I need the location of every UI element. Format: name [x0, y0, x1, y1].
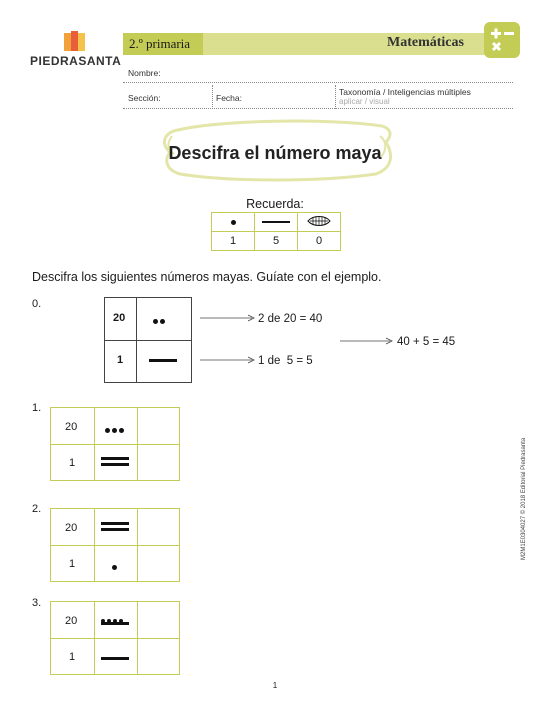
page-number: 1 [272, 681, 278, 690]
maya-dots-icon [104, 422, 125, 440]
step-one-text: 2 de 20 = 40 [258, 313, 323, 325]
maya-bar-icon [101, 528, 129, 531]
answer-area[interactable] [138, 602, 179, 674]
level-label: 20 [65, 522, 78, 534]
name-label: Nombre: [128, 68, 161, 78]
instruction-text: Descifra los siguientes números mayas. Guíate con el ejemplo. [32, 270, 382, 284]
level-label: 20 [65, 615, 78, 627]
value-cell: 1 [212, 232, 255, 251]
exercise-number: 3. [32, 597, 42, 609]
step-two-text: 1 de 5 = 5 [258, 355, 313, 367]
maya-dot-icon [231, 220, 236, 225]
recuerda-label: Recuerda: [246, 197, 304, 211]
section-label: Sección: [128, 93, 161, 103]
shell-symbol-cell [298, 213, 341, 232]
example-number: 0. [32, 298, 42, 310]
subject-label: Matemáticas [387, 35, 464, 50]
name-line[interactable] [123, 82, 513, 83]
bar-symbol-cell [255, 213, 298, 232]
level-label: 1 [69, 558, 76, 570]
level-label: 1 [69, 651, 76, 663]
value-cell: 5 [255, 232, 298, 251]
section-date-line[interactable] [123, 108, 513, 109]
maya-dot-icon [111, 559, 118, 577]
result-text: 40 + 5 = 45 [397, 336, 456, 348]
maya-dots-icon [100, 612, 124, 630]
book-logo-icon [62, 31, 88, 53]
maya-bar-icon [149, 359, 177, 362]
maya-bar-icon [101, 657, 129, 660]
exercise-grid [50, 407, 180, 481]
maya-shell-icon [307, 215, 331, 227]
maya-bar-icon [101, 622, 129, 625]
level-label: 1 [117, 354, 124, 366]
exercise-grid [50, 508, 180, 582]
arrow-icon [340, 337, 394, 345]
maya-dots-icon [152, 313, 166, 331]
divider [335, 85, 336, 109]
level-label: 20 [65, 421, 78, 433]
level-label: 1 [69, 457, 76, 469]
divider [212, 85, 213, 109]
level-label: 20 [113, 312, 126, 324]
arrow-icon [200, 356, 256, 364]
publisher-logo-text: PIEDRASANTA [30, 54, 122, 68]
exercise-number: 2. [32, 503, 42, 515]
maya-bar-icon [101, 457, 129, 460]
value-cell: 0 [298, 232, 341, 251]
answer-area[interactable] [138, 509, 179, 581]
maya-bar-icon [262, 221, 290, 224]
dot-symbol-cell [212, 213, 255, 232]
taxonomy-label: Taxonomía / Inteligencias múltiples [339, 87, 471, 97]
answer-area[interactable] [138, 408, 179, 480]
maya-reference-table [211, 212, 341, 251]
arrow-icon [200, 314, 256, 322]
math-operations-icon [484, 22, 520, 58]
example-grid [104, 297, 192, 383]
maya-bar-icon [101, 522, 129, 525]
grade-label: 2.º primaria [129, 36, 191, 51]
maya-bar-icon [101, 463, 129, 466]
copyright-text: M2M1E0304027 © 2018 Editorial Piedrasanta [521, 437, 527, 560]
date-label: Fecha: [216, 93, 242, 103]
exercise-grid [50, 601, 180, 675]
page-title: Descifra el número maya [168, 143, 382, 163]
taxonomy-sub-label: aplicar / visual [339, 97, 390, 106]
exercise-number: 1. [32, 402, 42, 414]
